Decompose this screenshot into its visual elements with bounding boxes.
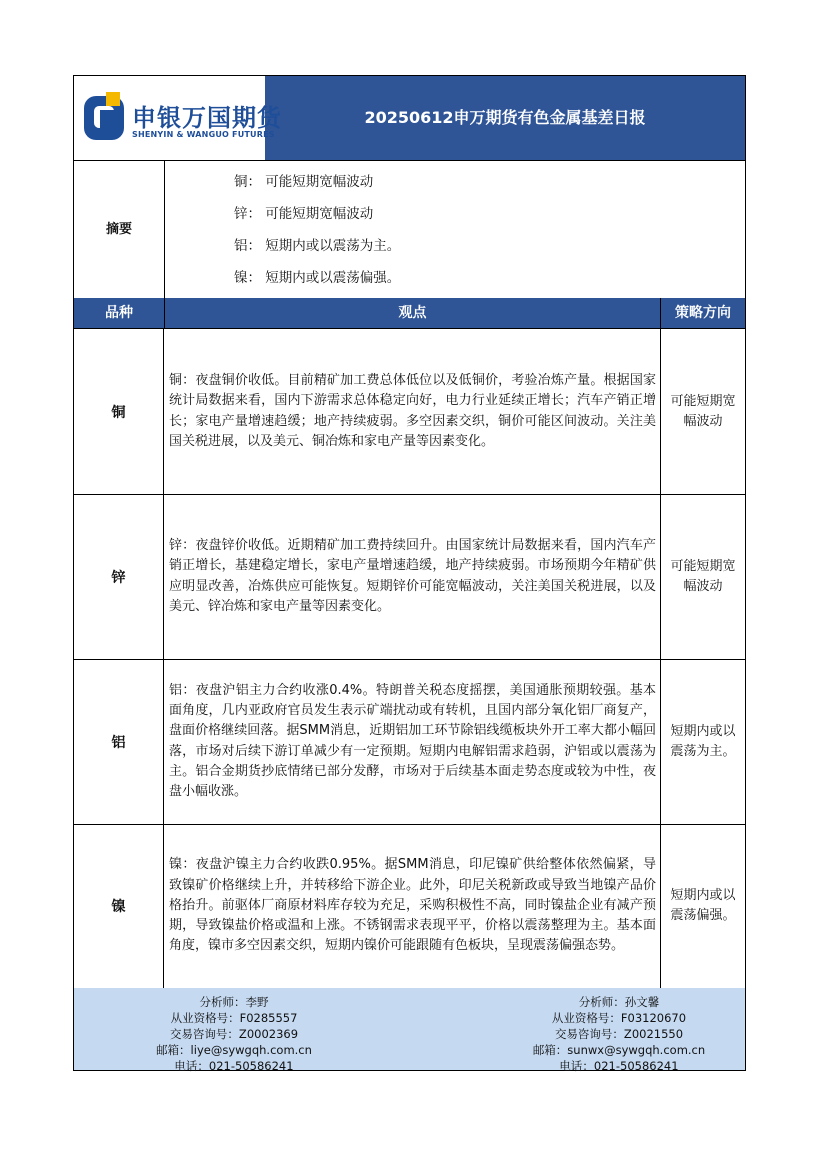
analyst-footer bbox=[74, 988, 745, 1073]
report-title: 20250612申万期货有色金属基差日报 bbox=[364, 108, 646, 127]
row-metal-name: 锌 bbox=[74, 494, 164, 659]
report-header bbox=[74, 76, 745, 161]
row-view-text: 镍：夜盘沪镍主力合约收跌0.95%。据SMM消息，印尼镍矿供给整体依然偏紧，导致镍矿价格继续上升，并转移给下游企业。此外，印尼关税新政或导致当地镍产品价格抬升。前驱体厂商原材料库存较为充足，采购积极性不高，同时镍盐企业有减产预期，导致镍盐价格或温和上涨。不锈钢需求表现平平，价格以震荡整理为主。基本面角度，镍市多空因素交织，短期内镍价可能跟随有色板块，呈现震荡偏强态势。 bbox=[169, 857, 656, 954]
row-metal-name: 铜 bbox=[74, 329, 164, 494]
analyst-email: 邮箱：sunwx@sywgqh.com.cn bbox=[532, 1043, 706, 1057]
summary-section bbox=[74, 161, 745, 299]
analyst-license: 从业资格号：F0285557 bbox=[170, 1011, 298, 1025]
row-view-text: 铜：夜盘铜价收低。目前精矿加工费总体低位以及低铜价，考验冶炼产量。根据国家统计局数据来看，国内下游需求总体稳定向好，电力行业延续正增长；汽车产销正增长；家电产量增速趋缓；地产持续疲弱。多空因素交织，铜价可能区间波动。关注美国关税进展，以及美元、铜冶炼和家电产量等因素变化。 bbox=[169, 373, 656, 449]
logo-chinese-name: 申银万国期货 bbox=[132, 104, 282, 132]
row-metal-name: 铝 bbox=[74, 659, 164, 824]
row-strategy: 短期内或以震荡偏强。 bbox=[670, 888, 736, 923]
row-view-cell bbox=[165, 329, 661, 494]
summary-item-zinc: 锌： 可能短期宽幅波动 bbox=[234, 206, 374, 222]
analyst-right bbox=[504, 994, 734, 1074]
summary-item-nickel: 镍： 短期内或以震荡偏强。 bbox=[234, 270, 401, 286]
column-header-variety: 品种 bbox=[74, 298, 165, 328]
company-logo bbox=[74, 76, 282, 160]
table-header bbox=[74, 298, 745, 329]
analyst-left bbox=[114, 994, 354, 1074]
table-row-zinc bbox=[74, 494, 745, 660]
summary-list bbox=[234, 171, 400, 299]
column-header-strategy: 策略方向 bbox=[675, 305, 731, 321]
analyst-name: 分析师：孙文馨 bbox=[578, 995, 660, 1009]
table-row-nickel bbox=[74, 824, 745, 989]
row-strategy: 可能短期宽幅波动 bbox=[670, 393, 736, 429]
summary-item-copper: 铜： 可能短期宽幅波动 bbox=[234, 174, 374, 190]
logo-english-name: SHENYIN & WANGUO FUTURES bbox=[132, 130, 275, 139]
analyst-phone: 电话：021-50586241 bbox=[174, 1059, 294, 1073]
report-sheet bbox=[73, 75, 746, 1071]
summary-label: 摘要 bbox=[74, 161, 165, 298]
row-view-text: 铝：夜盘沪铝主力合约收涨0.4%。特朗普关税态度摇摆，美国通胀预期较强。基本面角度，几内亚政府官员发生表示矿端扰动或有转机，且国内部分氧化铝厂商复产，盘面价格继续回落。据SMM消息，近期铝加工环节除铝线缆板块外开工率大都小幅回落，市场对后续下游订单减少有一定预期。短期内电解铝需求趋弱，沪铝或以震荡为主。铝合金期货抄底情绪已部分发酵，市场对于后续基本面走势态度或较为中性，夜盘小幅收涨。 bbox=[169, 682, 656, 799]
row-view-cell bbox=[165, 659, 661, 824]
summary-item-aluminum: 铝： 短期内或以震荡为主。 bbox=[234, 238, 401, 254]
row-strategy: 可能短期宽幅波动 bbox=[670, 558, 736, 594]
analyst-phone: 电话：021-50586241 bbox=[559, 1059, 679, 1073]
row-view-cell bbox=[165, 494, 661, 659]
analyst-consult-number: 交易咨询号：Z0021550 bbox=[554, 1027, 684, 1041]
logo-mark-icon bbox=[82, 90, 126, 144]
analyst-license: 从业资格号：F03120670 bbox=[551, 1011, 687, 1025]
table-row-aluminum bbox=[74, 659, 745, 825]
row-view-cell bbox=[165, 824, 661, 988]
analyst-name: 分析师：李野 bbox=[199, 995, 269, 1009]
table-row-copper bbox=[74, 329, 745, 495]
row-metal-name: 镍 bbox=[74, 824, 164, 988]
analyst-email: 邮箱：liye@sywgqh.com.cn bbox=[156, 1043, 312, 1057]
column-header-view: 观点 bbox=[165, 298, 661, 328]
row-strategy: 短期内或以震荡为主。 bbox=[670, 723, 736, 759]
analyst-consult-number: 交易咨询号：Z0002369 bbox=[169, 1027, 299, 1041]
row-view-text: 锌：夜盘锌价收低。近期精矿加工费持续回升。由国家统计局数据来看，国内汽车产销正增长，基建稳定增长，家电产量增速趋缓，地产持续疲弱。市场预期今年精矿供应明显改善，冶炼供应可能恢复。短期锌价可能宽幅波动，关注美国关税进展，以及美元、锌冶炼和家电产量等因素变化。 bbox=[169, 538, 656, 614]
